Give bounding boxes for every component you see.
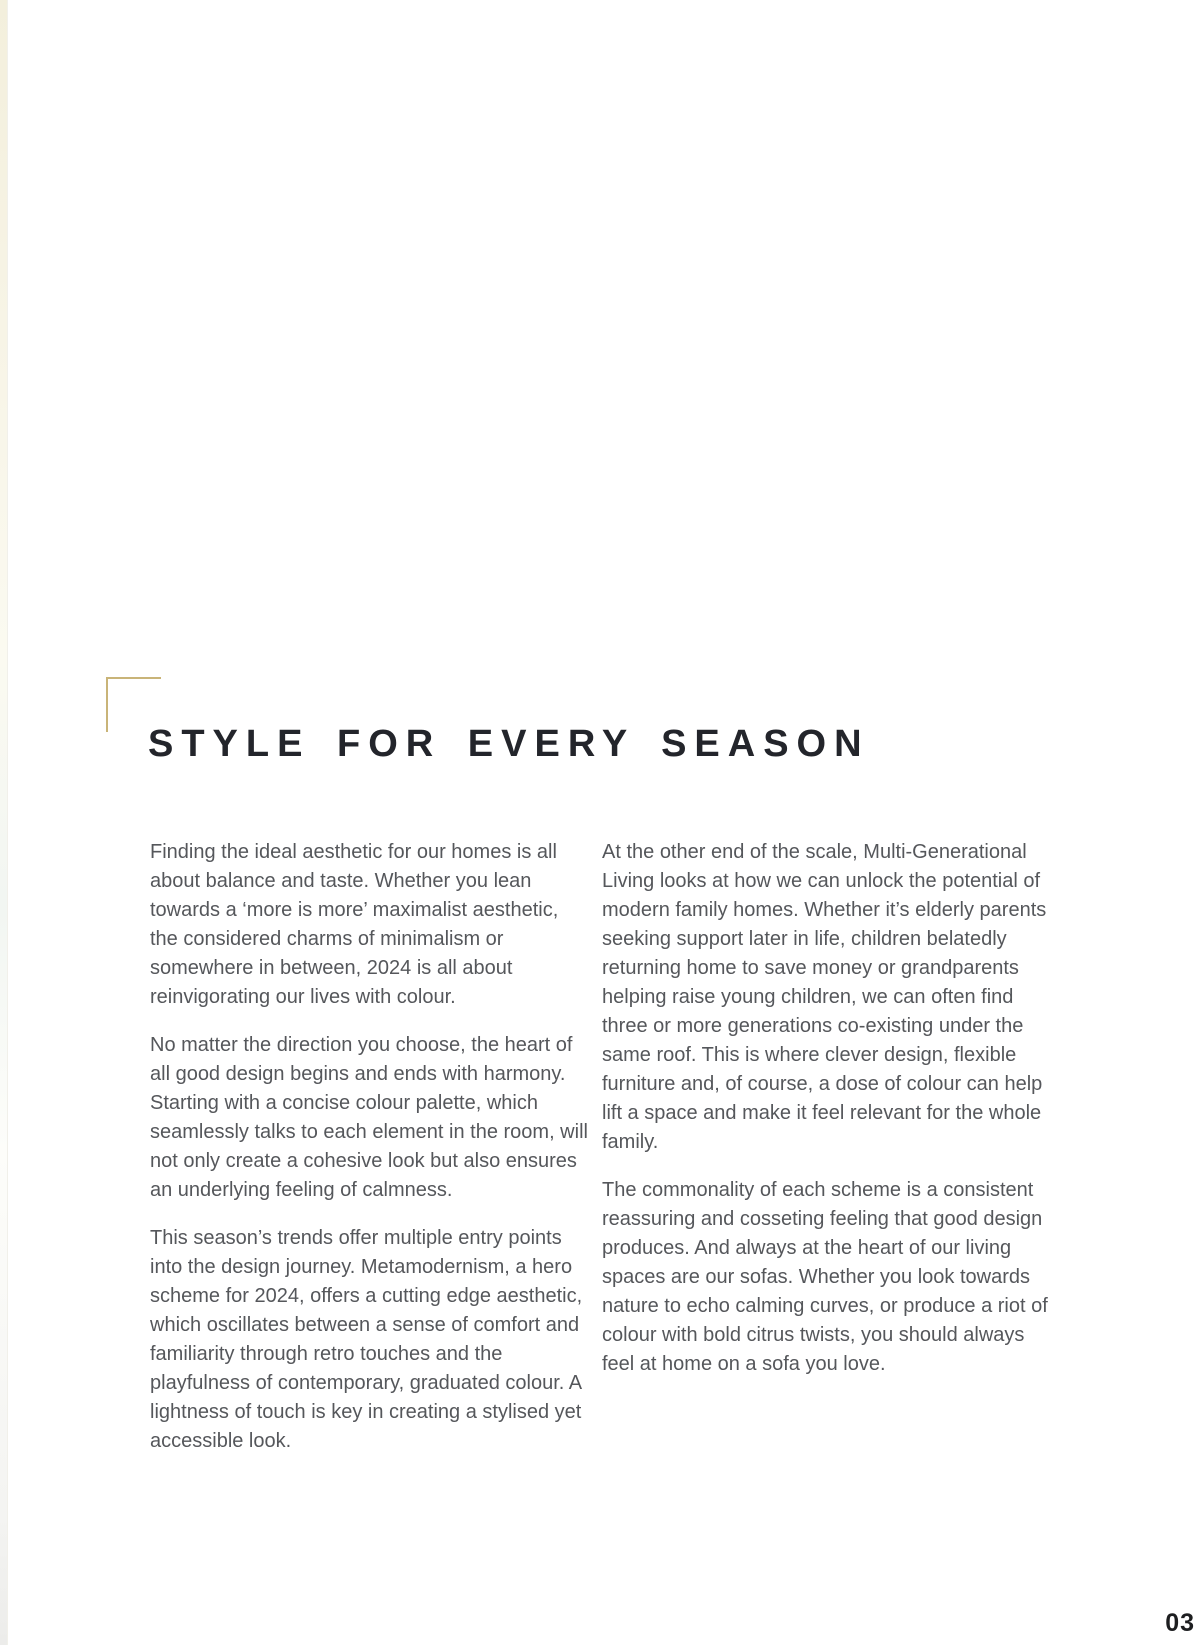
body-paragraph: Finding the ideal aesthetic for our homes is all about balance and taste. Whether you lean towards a ‘more is more’ maximalist aesthetic, the considered charms of minimalism or somewhere in between, 2024 is all about reinvigorating our lives with colour.	[150, 841, 559, 1008]
page-edge-shadow	[0, 0, 8, 1645]
right-column	[602, 838, 1049, 1456]
body-paragraph: The commonality of each scheme is a consistent reassuring and cosseting feeling that good design produces. And always at the heart of our living spaces are our sofas. Whether you look towards nature to echo calming curves, or produce a riot of colour with bold citrus twists, you should always feel at home on a sofa you love.	[602, 1179, 1048, 1375]
body-paragraph: At the other end of the scale, Multi-Generational Living looks at how we can unlock the potential of modern family homes. Whether it’s elderly parents seeking support later in life, children belatedly returning home to save money or grandparents helping raise young children, we can often find three or more generations co-existing under the same roof. This is where clever design, flexible furniture and, of course, a dose of colour can help lift a space and make it feel relevant for the whole family.	[602, 841, 1047, 1153]
page-number: 03	[1165, 1609, 1195, 1637]
page-title: STYLE FOR EVERY SEASON	[148, 723, 870, 765]
body-paragraph: This season’s trends offer multiple entry points into the design journey. Metamodernism, a hero scheme for 2024, offers a cutting edge aesthetic, which oscillates between a sense of comfort and familiarity through retro touches and the playfulness of contemporary, graduated colour. A lightness of touch is key in creating a stylised yet accessible look.	[150, 1227, 583, 1452]
left-column	[150, 838, 590, 1456]
body-columns	[150, 838, 1049, 1456]
body-paragraph: No matter the direction you choose, the heart of all good design begins and ends with harmony. Starting with a concise colour palette, which seamlessly talks to each element in the room, will not only create a cohesive look but also ensures an underlying feeling of calmness.	[150, 1034, 588, 1201]
